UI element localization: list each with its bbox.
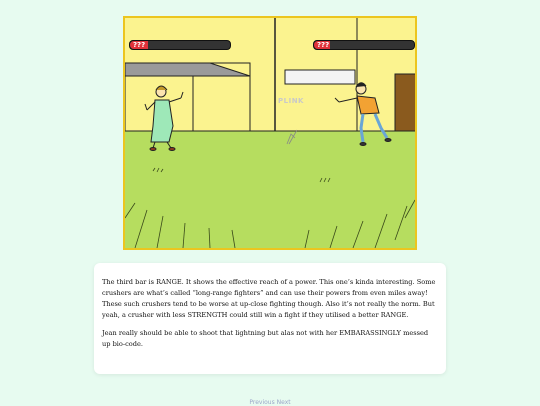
health-label-right: ???: [317, 41, 330, 49]
health-bar-right: [313, 40, 415, 50]
description-card: [94, 263, 446, 374]
description-paragraph-1: The third bar is RANGE. It shows the effective reach of a power. This one’s kinda interesting. Some crushers are what’s called “long-range fighters” and can use their powers from even miles away! These such crushers tend to be worse at up-close fighting though. Also it’s not really the norm. But yeah, a crusher with less STRENGTH could still win a fight if they utilised a better RANGE.: [102, 278, 436, 319]
comic-illustration: [125, 18, 415, 248]
health-label-left: ???: [133, 41, 146, 49]
description-paragraph-2: Jean really should be able to shoot that lightning but alas not with her EMBARASSINGLY messed up bio-code.: [102, 329, 429, 348]
comic-panel: [123, 16, 417, 250]
health-bar-left: [129, 40, 231, 50]
sound-effect-text: PLINK: [278, 97, 304, 105]
page-navigation[interactable]: Previous Next: [249, 399, 291, 406]
